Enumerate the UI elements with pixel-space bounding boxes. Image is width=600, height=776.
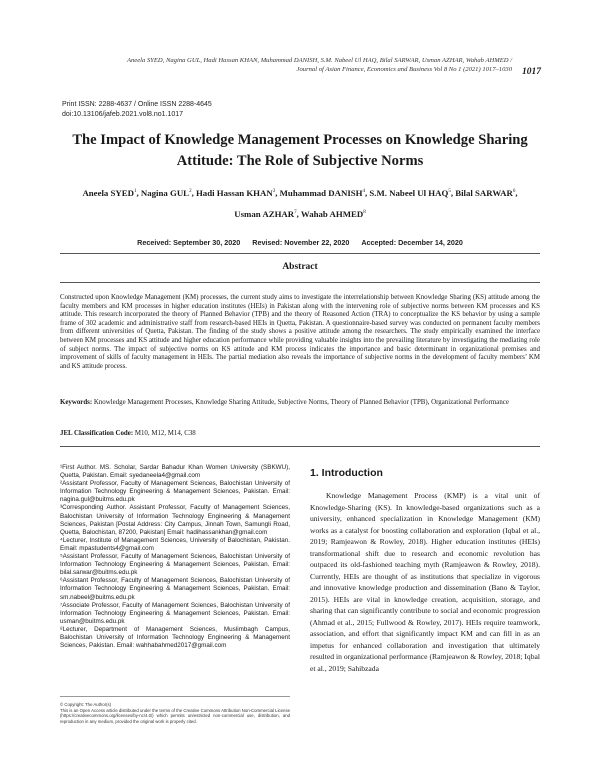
submission-dates — [60, 238, 540, 247]
jel-codes — [60, 430, 540, 437]
divider — [60, 253, 540, 254]
abstract-heading: Abstract — [282, 262, 318, 272]
jel-text: M10, M12, M14, C38 — [134, 430, 196, 437]
abstract-text: Constructed upon Knowledge Management (KM) processes, the current study aims to investigate the interrelationship between Knowledge Sharing (KS) attitude among the faculty members and KM processes in higher education institutes (HEIs) in Pakistan along with the intervening role of subjective norms between KM processes and KS attitude. This research incorporated the theory of Planned Behavior (TPB) and the theory of Reasoned Action (TRA) to conceptualize the KS behavior by using a sample frame of 302 academic and administrative staff from research-based HEIs in Quetta, Pakistan. A questionnaire-based survey was conducted on permanent faculty members from different universities of Quetta, Pakistan. The finding of the study shows a positive attitude among the researchers. The study empirically examined the interface between KM processes and KS attitude and higher education performance while providing valuable insights into the prevailing literature by investigating the mediating role of subject norms. The impact of subjective norms on KS attitude and KM process indicates the importance and basic determinant in organizational premises and improvement of skills of faculty management in HEIs. The partial mediation also reveals the importance of subjective norms in the development of faculty members’ KM and KS attitude process. — [60, 294, 540, 370]
running-head-authors: Aneela SYED, Nagina GUL, Hadi Hassan KHAN, Muhammad DANISH, S.M. Nabeel Ul HAQ, Bilal SARWAR, Usman AZHAR, Wahab AHMED / — [126, 57, 512, 64]
author: S.M. Nabeel Ul HAQ$^5$ — [369, 187, 451, 198]
divider — [60, 446, 540, 447]
jel-label: JEL Classification Code: — [60, 430, 134, 437]
section-heading-introduction: 1. Introduction — [310, 467, 383, 479]
author: Wahab AHMED$^8$ — [300, 208, 366, 219]
author-list: Aneela SYED$^1$, Nagina GUL$^2$, Hadi Hassan KHAN$^3$, Muhammad DANISH$^4$, S.M. Nabeel Ul HAQ$^5$, Bilal SARWAR$^6$, Usman AZHAR$^7$, Wahab AHMED$^8$ — [82, 187, 518, 219]
author: Muhammad DANISH$^4$ — [279, 187, 365, 198]
author-footnotes — [60, 464, 290, 650]
author: Nagina GUL$^2$ — [140, 187, 192, 198]
footnote: ⁵Assistant Professor, Faculty of Management Sciences, Balochistan University of Information Technology Engineering & Management Sciences, Pakistan. Email: bilal.sarwar@buitms.edu.pk — [60, 553, 290, 577]
running-head-journal: Journal of Asian Finance, Economics and Business Vol 8 No 1 (2021) 1017–1030 — [296, 66, 512, 73]
footnote: ²Assistant Professor, Faculty of Management Sciences, Balochistan University of Information Technology Engineering & Management Sciences, Pakistan. Email: nagina.gul@buitms.edu.pk — [60, 480, 290, 504]
doi-line[interactable]: doi:10.13106/jafeb.2021.vol8.no1.1017 — [62, 111, 184, 118]
introduction-text: Knowledge Management Process (KMP) is a vital unit of Knowledge-Sharing (KS). In knowledge-based organizations such as a university, enhanced specialization in Knowledge Management (KM) works as a catalyst for boosting collaboration and exploration (Iqbal et al., 2019; Ramjeawon & Rowley, 2018). Higher education institutes (HEIs) transformational shift due to research and economic revolution has outpaced its old-fashioned teaching myth (Ramjeawon & Rowley, 2018). Currently, HEIs are thought of as institutions that specialize in vigorous and innovative knowledge production and dissemination (Bano & Taylor, 2015). HEIs are vital in knowledge creation, acquisition, storage, and sharing that can significantly contribute to social and economic progression (Ahmad et al., 2015; Fullwood & Rowley, 2017). HEIs require teamwork, association, and effort that significantly impact KM and can fill in as an impetus for enhanced collaboration and investigation that ultimately resulted in organizational performance (Ramjeawon & Rowley, 2018; Iqbal et al., 2019; Sahibzada — [310, 491, 540, 673]
keywords — [60, 399, 540, 408]
keywords-label: Keywords: — [60, 399, 93, 406]
footnote: ¹First Author. MS. Scholar, Sardar Bahadur Khan Women University (SBKWU), Quetta, Pakistan. Email: syedaneela4@gmail.com — [60, 464, 290, 480]
paper-title: The Impact of Knowledge Management Processes on Knowledge Sharing Attitude: The Role of Subjective Norms — [72, 132, 528, 169]
author: Bilal SARWAR$^6$ — [455, 187, 516, 198]
license-text: This is an Open Access article distributed under the terms of the Creative Commons Attribution Non-Commercial License (https://creativecommons.org/licenses/by-nc/4.0/) which permits unrestricted non-commercial use, distribution, and reproduction in any medium, provided the original work is properly cited. — [60, 707, 290, 724]
copyright-line: © Copyright: The Author(s) — [60, 702, 112, 707]
keywords-text: Knowledge Management Processes, Knowledge Sharing Attitude, Subjective Norms, Theory of Planned Behavior (TPB), Organizational Performance — [93, 399, 509, 406]
received-date: Received: September 30, 2020 — [137, 238, 241, 247]
page-number: 1017 — [522, 67, 541, 77]
footnote: ³Corresponding Author. Assistant Professor, Faculty of Management Sciences, Balochistan University of Information Technology Engineering & Management Sciences, Pakistan [Postal Address: City Campus, Jinnah Town, Samungli Road, Quetta, Balochistan, 87200, Pakistan] Email: hadihassankhan@gmail.com — [60, 504, 290, 536]
footnote: ⁷Associate Professor, Faculty of Management Sciences, Balochistan University of Information Technology Engineering & Management Sciences, Pakistan. Email: usman@buitms.edu.pk — [60, 601, 290, 625]
accepted-date: Accepted: December 14, 2020 — [361, 238, 463, 247]
footnote: ⁶Assistant Professor, Faculty of Management Sciences, Balochistan University of Information Technology Engineering & Management Sciences, Pakistan. Email: sm.nabeel@buitms.edu.pk — [60, 577, 290, 601]
issn-block — [62, 100, 212, 120]
issn-line: Print ISSN: 2288-4637 / Online ISSN 2288-4645 — [62, 101, 212, 108]
footnote: ⁸Lecturer, Department of Management Sciences, Muslimbagh Campus, Balochistan University of Information Technology Engineering & Management Sciences, Pakistan. Email: wahhabahmed2017@gmail.com — [60, 625, 290, 650]
footnote: ⁴Lecturer, Institute of Management Sciences, University of Balochistan, Pakistan. Email: mpastudents4@gmail.com — [60, 536, 290, 552]
copyright-notice — [60, 702, 290, 724]
author: Usman AZHAR$^7$ — [234, 208, 297, 219]
divider — [60, 696, 290, 697]
running-head — [60, 56, 512, 74]
author: Aneela SYED$^1$ — [82, 187, 137, 198]
author: Hadi Hassan KHAN$^3$ — [195, 187, 276, 198]
divider — [60, 282, 540, 283]
revised-date: Revised: November 22, 2020 — [252, 238, 350, 247]
